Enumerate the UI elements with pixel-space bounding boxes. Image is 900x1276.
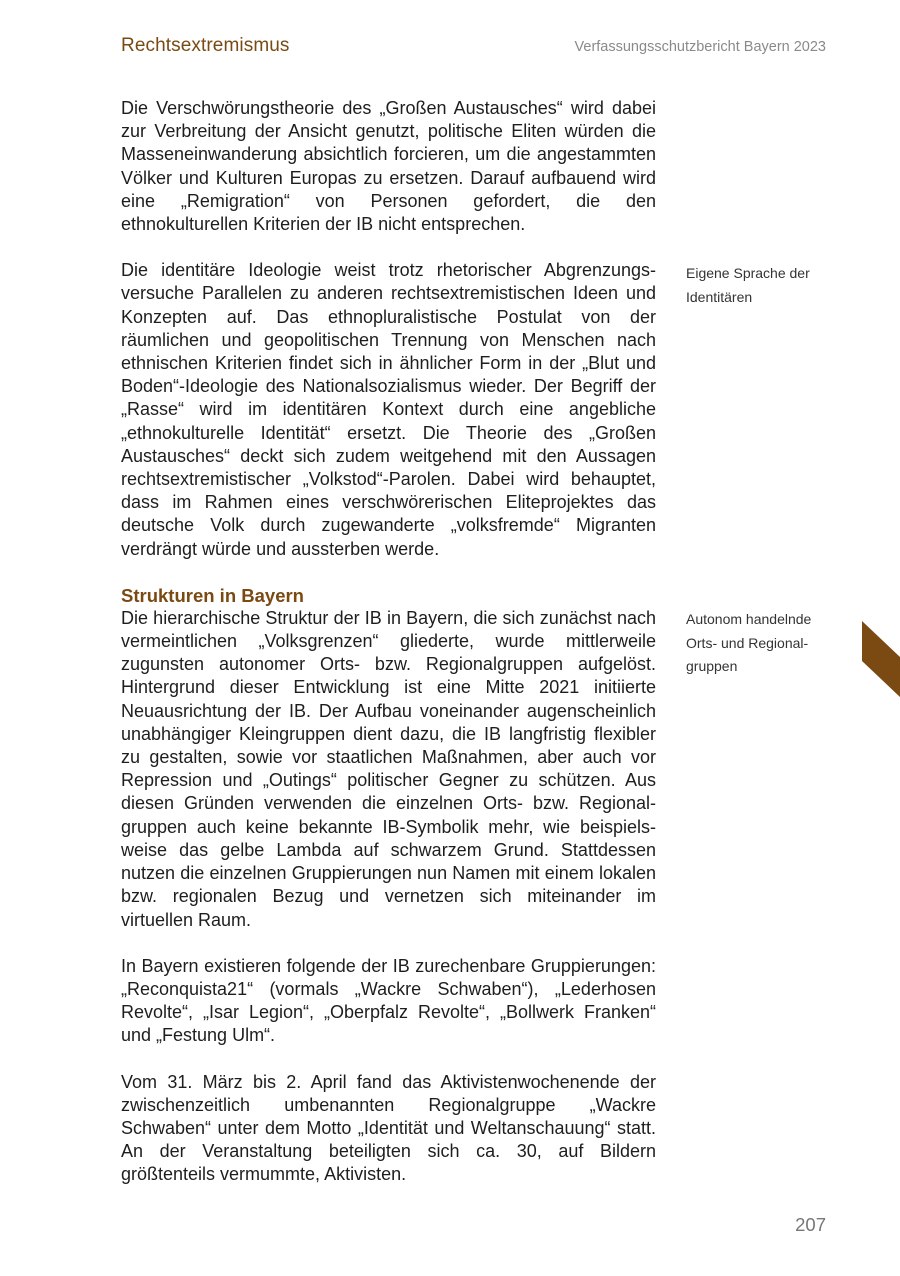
chapter-tab-marker bbox=[862, 621, 900, 697]
paragraph-identitaere-ideologie: Die identitäre Ideologie weist trotz rhetorischer Abgrenzungsversuche Parallelen zu anderen rechtsextremistischen Ideen und Konzepten auf. Das ethnopluralistische Postulat von der räumlichen und geopolitischen Trennung von Menschen nach ethnischen Kriterien findet sich in ähnlicher Form in der „Blut und Boden“-Ideologie des Nationalsozialismus wieder. Der Begriff der „Rasse“ wird im identitären Kontext durch eine angebliche „ethnokulturelle Identität“ ersetzt. Die Theorie des „Großen Austausches“ deckt sich zudem weitgehend mit den Aussagen rechtsextremistischer „Volkstod“-Parolen. Dabei wird behauptet, dass im Rahmen eines verschwörerischen Eliteprojektes das deutsche Volk durch zugewanderte „volksfremde“ Migranten verdrängt würde und aussterben werde. bbox=[121, 260, 656, 559]
margin-note-eigene-sprache: Eigene Sprache der Identitären bbox=[686, 265, 810, 305]
publication-title: Verfassungsschutzbericht Bayern 2023 bbox=[574, 39, 826, 55]
paragraph-hierarchische-struktur: Die hierarchische Struktur der IB in Bayern, die sich zunächst nach vermeintlichen „Volksgrenzen“ gliederte, wurde mittlerweile zugunsten autonomer Orts- bzw. Regionalgruppen aufgelöst. Hintergrund dieser Entwicklung ist eine Mitte 2021 initiierte Neuausrichtung der IB. Der Aufbau voneinander augenscheinlich unabhängiger Kleingruppen dient dazu, die IB langfristig flexibler zu gestalten, sowie vor staatlichen Maßnahmen, aber auch vor Repression und „Outings“ politischer Gegner zu schützen. Aus diesen Gründen verwenden die einzelnen Orts- bzw. Regionalgruppen auch keine bekannte IB-Symbolik mehr, wie beispielsweise das gelbe Lambda auf schwarzem Grund. Stattdessen nutzen die einzelnen Gruppierungen nun Namen mit einem lokalen bzw. regionalen Bezug und vernetzen sich miteinander im virtuellen Raum. bbox=[121, 607, 656, 930]
page-number: 207 bbox=[795, 1214, 826, 1235]
main-text bbox=[121, 97, 656, 1187]
paragraph-aktivistenwochenende: Vom 31. März bis 2. April fand das Aktivistenwochenende der zwischenzeitlich umbenannten Regionalgruppe „Wackre Schwaben“ unter dem Motto „Identität und Weltanschauung“ statt. An der Veranstaltung beteiligten sich ca. 30, auf Bildern größtenteils vermummte, Aktivisten. bbox=[121, 1071, 656, 1185]
margin-note-autonom: Autonom handelnde Orts- und Regionalgruppen bbox=[686, 611, 812, 675]
subheading-strukturen: Strukturen in Bayern bbox=[121, 584, 304, 606]
paragraph-gruppierungen: In Bayern existieren folgende der IB zurechenbare Gruppierungen: „Reconquista21“ (vormals „Wackre Schwaben“), „Lederhosen Revolte“, „Isar Legion“, „Oberpfalz Revolte“, „Bollwerk Franken“ und „Festung Ulm“. bbox=[121, 955, 656, 1046]
section-title: Rechtsextremismus bbox=[121, 35, 290, 56]
paragraph-grosser-austausch: Die Verschwörungstheorie des „Großen Austausches“ wird dabei zur Verbreitung der Ansicht genutzt, politische Eliten würden die Masseneinwanderung absichtlich forcieren, um die angestammten Völker und Kulturen Europas zu ersetzen. Darauf aufbauend wird eine „Remigration“ von Personen gefordert, die den ethnokulturellen Kriterien der IB nicht entsprechen. bbox=[121, 98, 656, 235]
